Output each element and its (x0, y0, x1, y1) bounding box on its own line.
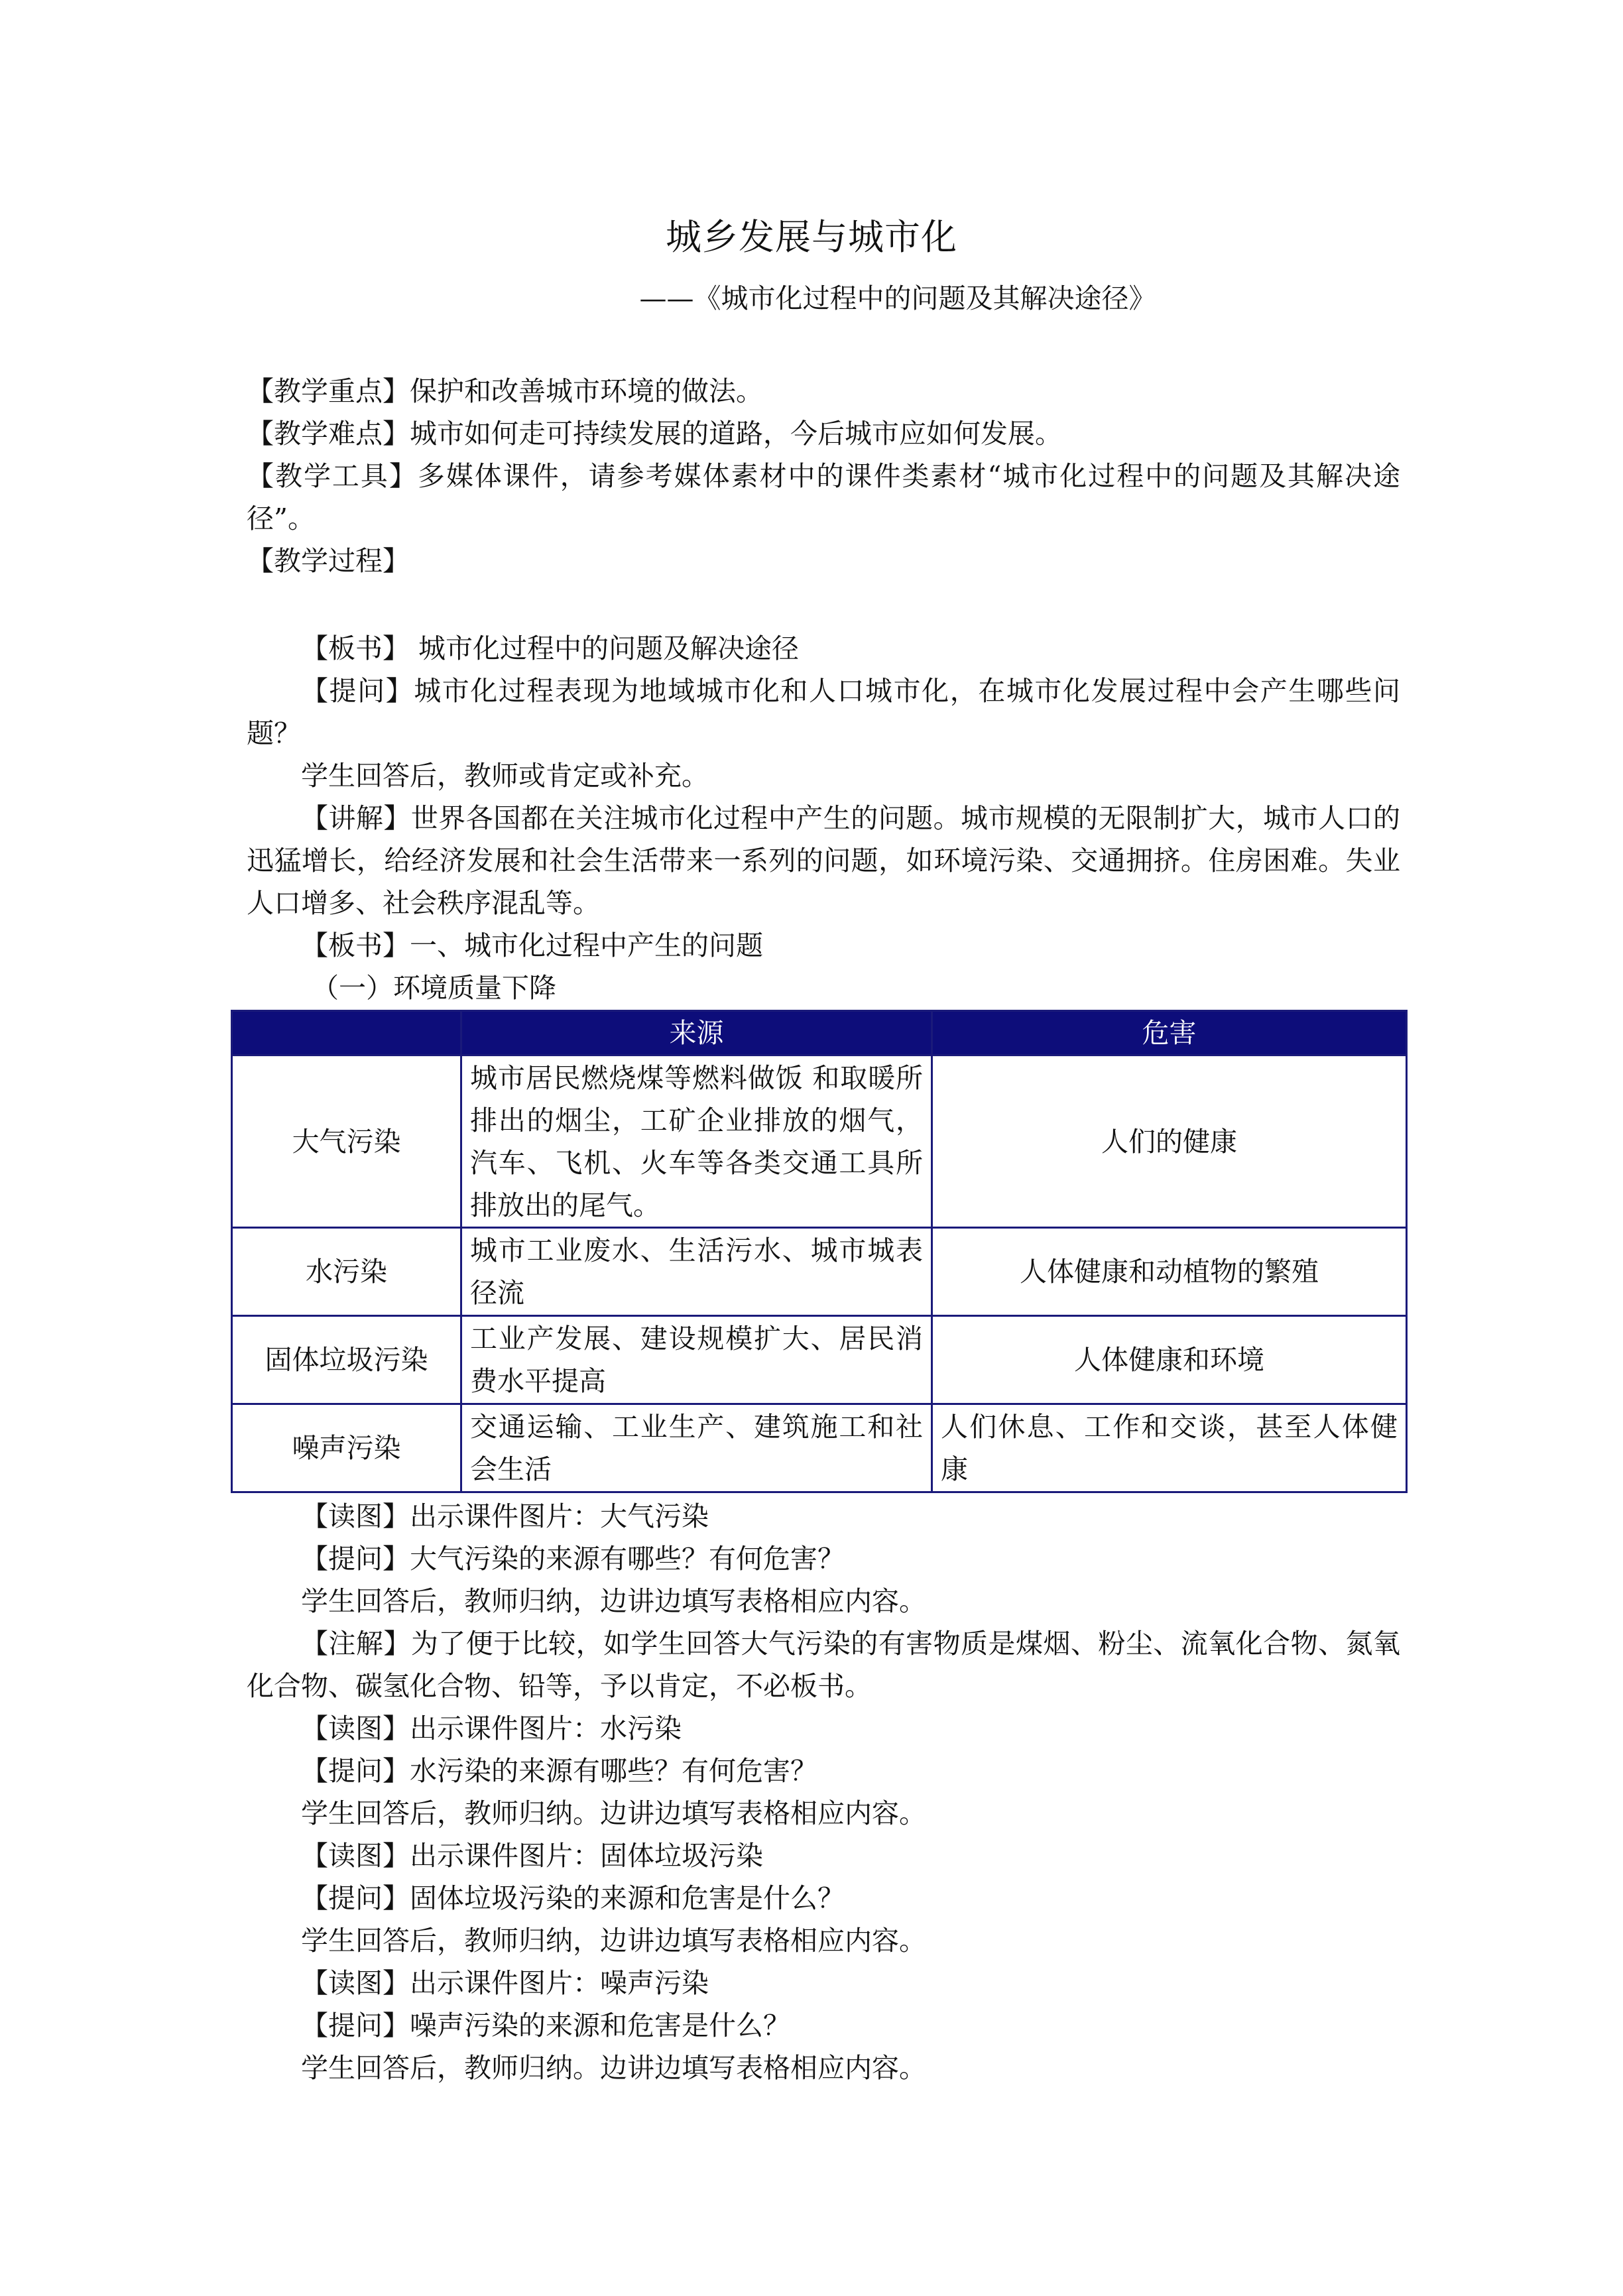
answer-line: 学生回答后，教师归纳。边讲边填写表格相应内容。 (301, 2052, 926, 2084)
answer-line: 学生回答后，教师归纳，边讲边填写表格相应内容。 (301, 1585, 926, 1617)
key-point-line: 【教学重点】保护和改善城市环境的做法。 (247, 375, 763, 407)
table-row (232, 1404, 1407, 1492)
pollution-type: 噪声污染 (232, 1404, 461, 1492)
question-line: 【提问】大气污染的来源有哪些？有何危害？ (301, 1543, 845, 1575)
document-subtitle: ——《城市化过程中的问题及其解决途径》 (639, 282, 1156, 314)
board-section-heading: 【板书】一、城市化过程中产生的问题 (301, 930, 763, 961)
pollution-type: 固体垃圾污染 (232, 1316, 461, 1404)
read-figure-line: 【读图】出示课件图片：水污染 (301, 1713, 682, 1744)
pollution-table (231, 1010, 1408, 1493)
table-header-empty (232, 1011, 461, 1056)
question-line: 【提问】固体垃圾污染的来源和危害是什么？ (301, 1882, 845, 1914)
intro-section (247, 370, 1400, 1009)
pollution-harm: 人体健康和环境 (932, 1316, 1407, 1404)
pollution-source: 城市工业废水、生活污水、城市城表径流 (461, 1228, 932, 1316)
pollution-harm: 人体健康和动植物的繁殖 (932, 1228, 1407, 1316)
tools-line: 【教学工具】多媒体课件，请参考媒体素材中的课件类素材“城市化过程中的问题及其解决途径”。 (247, 460, 1400, 534)
answer-line: 学生回答后，教师或肯定或补充。 (301, 760, 709, 792)
table-header-harm: 危害 (932, 1011, 1407, 1056)
read-figure-line: 【读图】出示课件图片：噪声污染 (301, 1967, 709, 1999)
table-header-row (232, 1011, 1407, 1056)
table-row (232, 1316, 1407, 1404)
document-title: 城乡发展与城市化 (666, 216, 957, 258)
explanation-paragraph: 【讲解】世界各国都在关注城市化过程中产生的问题。城市规模的无限制扩大，城市人口的迅猛增长，给经济发展和社会生活带来一系列的问题，如环境污染、交通拥挤。住房困难。失业人口增多、社会秩序混乱等。 (247, 802, 1400, 919)
question-line: 【提问】城市化过程表现为地域城市化和人口城市化，在城市化发展过程中会产生哪些问题？ (247, 675, 1400, 749)
board-title-line: 【板书】 城市化过程中的问题及解决途径 (301, 633, 800, 664)
pollution-source: 工业产发展、建设规模扩大、居民消费水平提高 (461, 1316, 932, 1404)
after-table-section (247, 1495, 1400, 2089)
process-heading: 【教学过程】 (247, 545, 410, 577)
answer-line: 学生回答后，教师归纳。边讲边填写表格相应内容。 (301, 1797, 926, 1829)
note-paragraph: 【注解】为了便于比较，如学生回答大气污染的有害物质是煤烟、粉尘、流氧化合物、氮氧化合物、碳氢化合物、铅等，予以肯定，不必板书。 (247, 1628, 1400, 1702)
pollution-source: 城市居民燃烧煤等燃料做饭 和取暖所排出的烟尘，工矿企业排放的烟气，汽车、飞机、火车等各类交通工具所排放出的尾气。 (461, 1056, 932, 1228)
read-figure-line: 【读图】出示课件图片：固体垃圾污染 (301, 1840, 763, 1872)
question-line: 【提问】水污染的来源有哪些？有何危害？ (301, 1755, 817, 1787)
table-row (232, 1228, 1407, 1316)
difficulty-line: 【教学难点】城市如何走可持续发展的道路，今后城市应如何发展。 (247, 418, 1062, 450)
question-line: 【提问】噪声污染的来源和危害是什么？ (301, 2010, 790, 2041)
subsection-heading: （一）环境质量下降 (312, 972, 556, 1004)
pollution-harm: 人们休息、工作和交谈，甚至人体健康 (932, 1404, 1407, 1492)
pollution-type: 大气污染 (232, 1056, 461, 1228)
pollution-type: 水污染 (232, 1228, 461, 1316)
pollution-source: 交通运输、工业生产、建筑施工和社会生活 (461, 1404, 932, 1492)
table-row (232, 1056, 1407, 1228)
pollution-harm: 人们的健康 (932, 1056, 1407, 1228)
answer-line: 学生回答后，教师归纳，边讲边填写表格相应内容。 (301, 1925, 926, 1957)
read-figure-line: 【读图】出示课件图片：大气污染 (301, 1500, 709, 1532)
table-header-source: 来源 (461, 1011, 932, 1056)
